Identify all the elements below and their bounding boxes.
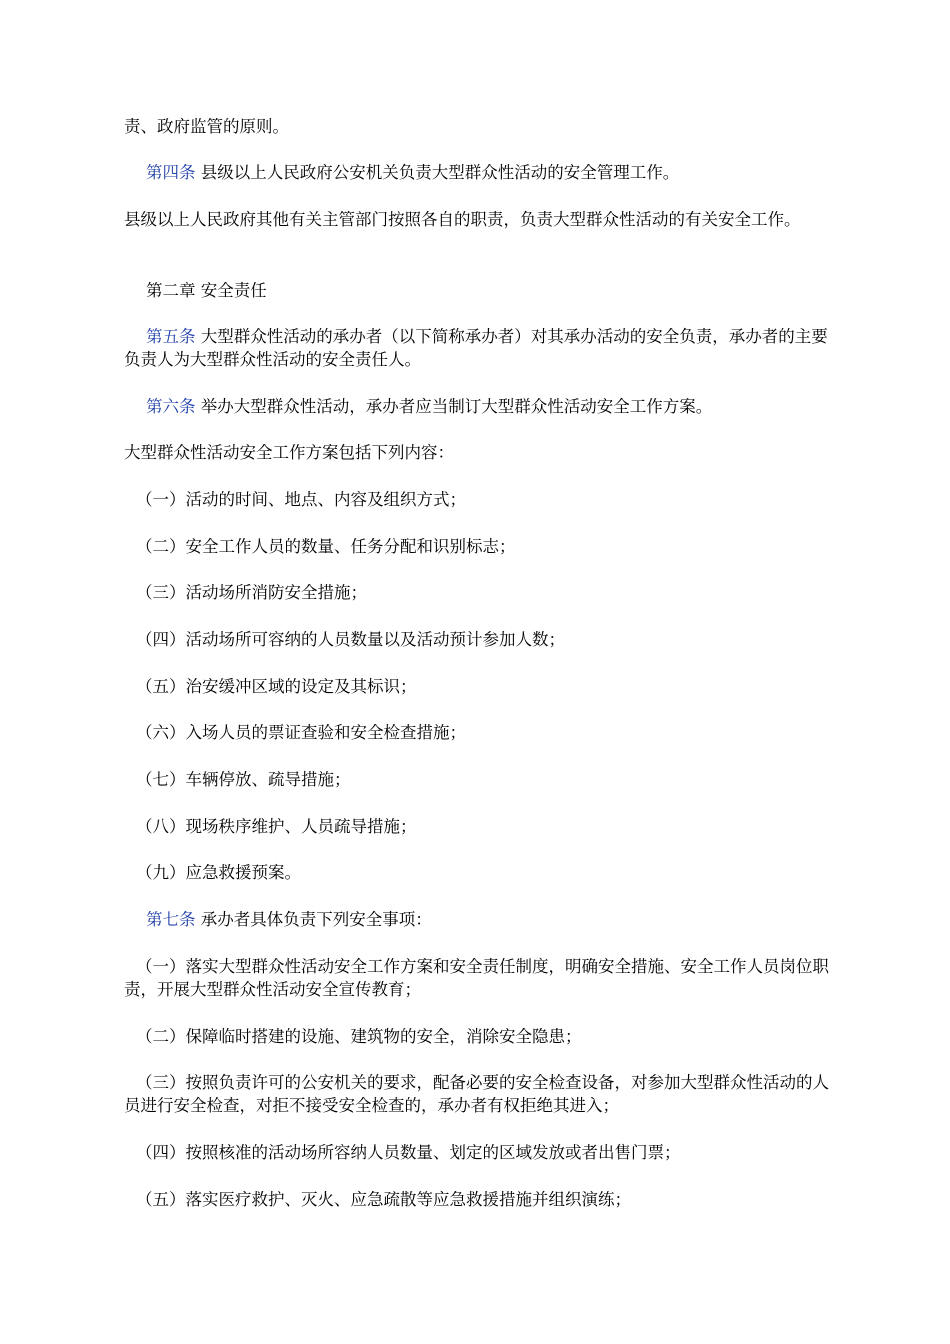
duty-item-4 — [124, 1141, 830, 1164]
duty-item-text: （五）落实医疗救护、灭火、应急疏散等应急救援措施并组织演练； — [136, 1190, 631, 1209]
duty-item-1 — [124, 955, 830, 1001]
list-item-7 — [124, 768, 830, 791]
list-item-text: （四）活动场所可容纳的人员数量以及活动预计参加人数； — [136, 630, 565, 649]
article-label: 第七条 — [146, 910, 196, 929]
paragraph-plan-contents — [124, 441, 830, 464]
paragraph-text: 大型群众性活动安全工作方案包括下列内容： — [124, 443, 454, 462]
duty-item-text: （四）按照核准的活动场所容纳人员数量、划定的区域发放或者出售门票； — [136, 1143, 681, 1162]
duty-item-text: （二）保障临时搭建的设施、建筑物的安全，消除安全隐患； — [136, 1027, 582, 1046]
list-item-6 — [124, 721, 830, 744]
list-item-1 — [124, 488, 830, 511]
paragraph-article-7 — [124, 908, 830, 931]
paragraph-text: 责、政府监管的原则。 — [124, 117, 289, 136]
list-item-text: （五）治安缓冲区域的设定及其标识； — [136, 677, 417, 696]
list-item-text: （三）活动场所消防安全措施； — [136, 583, 367, 602]
paragraph-article-5 — [124, 325, 830, 371]
duty-item-text: （一）落实大型群众性活动安全工作方案和安全责任制度，明确安全措施、安全工作人员岗位职责，开展大型群众性活动安全宣传教育； — [124, 957, 829, 999]
list-item-9 — [124, 861, 830, 884]
list-item-text: （七）车辆停放、疏导措施； — [136, 770, 351, 789]
list-item-3 — [124, 581, 830, 604]
chapter-heading — [124, 279, 830, 302]
paragraph-article-6 — [124, 395, 830, 418]
list-item-text: （二）安全工作人员的数量、任务分配和识别标志； — [136, 537, 516, 556]
duty-item-2 — [124, 1025, 830, 1048]
duty-item-5 — [124, 1188, 830, 1211]
paragraph-text: 大型群众性活动的承办者（以下简称承办者）对其承办活动的安全负责，承办者的主要负责人为大型群众性活动的安全责任人。 — [124, 327, 828, 369]
list-item-text: （一）活动的时间、地点、内容及组织方式； — [136, 490, 466, 509]
paragraph-other-departments — [124, 208, 830, 231]
list-item-8 — [124, 815, 830, 838]
article-label: 第四条 — [146, 163, 196, 182]
paragraph-article-4 — [124, 161, 830, 184]
duty-item-text: （三）按照负责许可的公安机关的要求，配备必要的安全检查设备，对参加大型群众性活动的人员进行安全检查，对拒不接受安全检查的，承办者有权拒绝其进入； — [124, 1073, 829, 1115]
list-item-2 — [124, 535, 830, 558]
paragraph-text: 县级以上人民政府公安机关负责大型群众性活动的安全管理工作。 — [195, 163, 680, 182]
paragraph-principle-tail — [124, 115, 830, 138]
chapter-title: 第二章 安全责任 — [146, 281, 267, 300]
paragraph-text: 县级以上人民政府其他有关主管部门按照各自的职责，负责大型群众性活动的有关安全工作。 — [124, 210, 801, 229]
list-item-4 — [124, 628, 830, 651]
paragraph-text: 举办大型群众性活动，承办者应当制订大型群众性活动安全工作方案。 — [195, 397, 713, 416]
list-item-text: （九）应急救援预案。 — [136, 863, 301, 882]
list-item-5 — [124, 675, 830, 698]
duty-item-3 — [124, 1071, 830, 1117]
list-item-text: （六）入场人员的票证查验和安全检查措施； — [136, 723, 466, 742]
paragraph-text: 承办者具体负责下列安全事项： — [195, 910, 432, 929]
article-label: 第六条 — [146, 397, 196, 416]
list-item-text: （八）现场秩序维护、人员疏导措施； — [136, 817, 417, 836]
article-label: 第五条 — [146, 327, 196, 346]
